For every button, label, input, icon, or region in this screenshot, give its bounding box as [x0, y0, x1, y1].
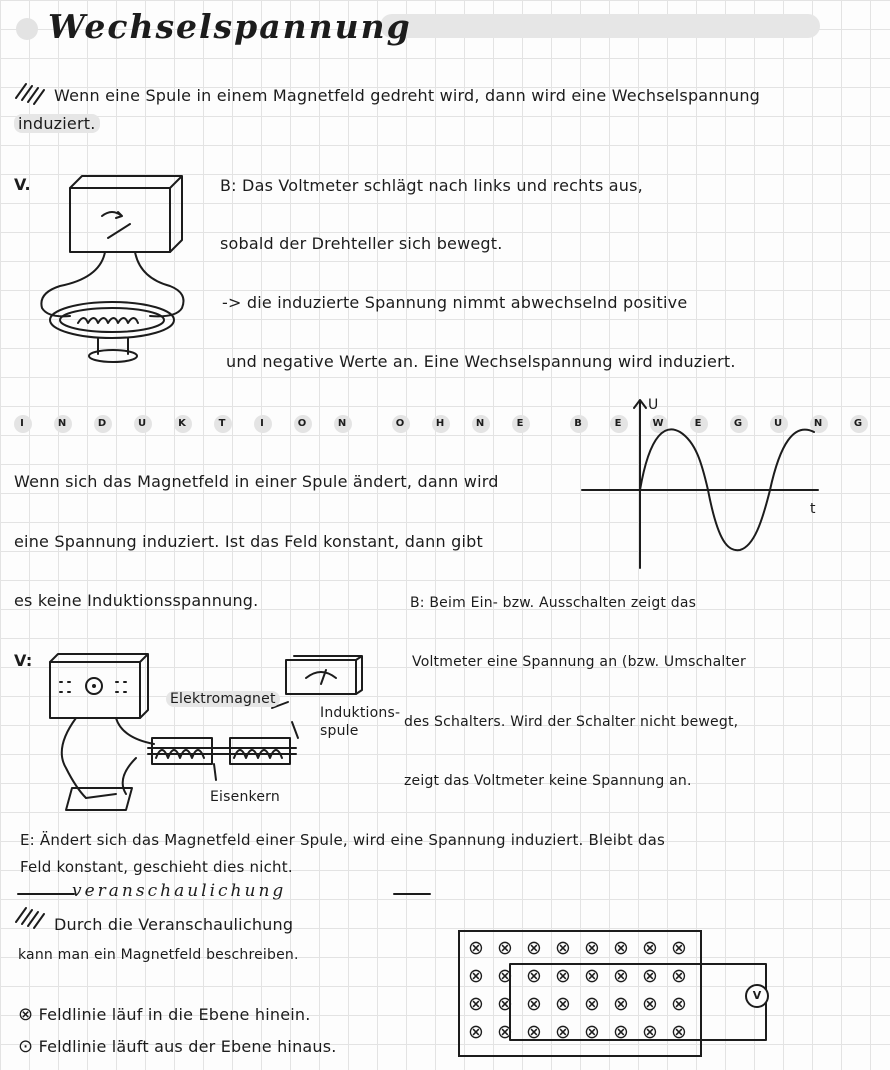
- title-dot-icon: [16, 18, 38, 40]
- field-into-symbol: ⊗: [555, 965, 571, 987]
- field-into-symbol: ⊗: [584, 937, 600, 959]
- legend-into-text: Feldlinie läuf in die Ebene hinein.: [38, 1005, 311, 1024]
- section2-line-3: es keine Induktionsspannung.: [14, 591, 259, 610]
- heading-letter: O: [392, 415, 410, 433]
- heading-letter: N: [472, 415, 490, 433]
- graph-x-label: t: [810, 501, 816, 517]
- field-into-symbol: ⊗: [613, 965, 629, 987]
- heading-letter: E: [512, 415, 530, 433]
- field-into-symbol: ⊗: [497, 1021, 513, 1043]
- field-into-symbol: ⊗: [497, 965, 513, 987]
- field-symbols: [458, 930, 778, 1058]
- exp1-b-line-4: und negative Werte an. Eine Wechselspannung wird induziert.: [226, 352, 736, 371]
- exp1-b-line-2: sobald der Drehteller sich bewegt.: [220, 234, 503, 253]
- heading-letter: T: [214, 415, 232, 433]
- field-into-symbol: ⊗: [642, 993, 658, 1015]
- field-into-symbol: ⊗: [555, 993, 571, 1015]
- heading-letter: G: [730, 415, 748, 433]
- exp2-b-line-4: zeigt das Voltmeter keine Spannung an.: [404, 773, 692, 789]
- heading-letter: U: [770, 415, 788, 433]
- heading-letter: B: [570, 415, 588, 433]
- heading-letter: N: [810, 415, 828, 433]
- heading-letter: I: [14, 415, 32, 433]
- exp2-b-line-2: Voltmeter eine Spannung an (bzw. Umschalter: [412, 654, 746, 670]
- exp2-b-line-3: des Schalters. Wird der Schalter nicht bewegt,: [404, 714, 739, 730]
- field-into-symbol: ⊗: [555, 1021, 571, 1043]
- label-induktionsspule-1: Induktions-: [320, 705, 401, 721]
- heading-letter: N: [54, 415, 72, 433]
- section2-line-1: Wenn sich das Magnetfeld in einer Spule ändert, dann wird: [14, 472, 499, 491]
- intro-line-1: Wenn eine Spule in einem Magnetfeld gedreht wird, dann wird eine Wechselspannung: [54, 86, 761, 105]
- field-into-symbol: ⊗: [671, 993, 687, 1015]
- exp1-label: V.: [14, 175, 31, 194]
- field-into-symbol: ⊗: [584, 965, 600, 987]
- label-elektromagnet: Elektromagnet: [166, 688, 280, 710]
- heading-letter: N: [334, 415, 352, 433]
- field-into-symbol: ⊗: [613, 937, 629, 959]
- exp2-b-line-1: B: Beim Ein- bzw. Ausschalten zeigt das: [410, 595, 697, 611]
- heading-letter: I: [254, 415, 272, 433]
- legend-into-row: [18, 1004, 311, 1026]
- field-into-symbol: ⊗: [468, 993, 484, 1015]
- conclusion-line-2: Feld konstant, geschieht dies nicht.: [20, 858, 293, 876]
- generator-drawing: [30, 168, 200, 373]
- title-highlight-bar: [380, 14, 820, 38]
- field-into-symbol: ⊗: [584, 993, 600, 1015]
- field-into-symbol: ⊗: [526, 1021, 542, 1043]
- graph-y-label: U: [648, 397, 659, 413]
- section3-line-2: kann man ein Magnetfeld beschreiben.: [18, 947, 299, 963]
- heading-letter: W: [650, 415, 668, 433]
- ac-voltage-graph: [578, 392, 824, 572]
- heading-letter: E: [690, 415, 708, 433]
- legend-out-text: Feldlinie läuft aus der Ebene hinaus.: [38, 1037, 337, 1056]
- field-into-symbol: ⊗: [671, 965, 687, 987]
- field-into-symbol: ⊗: [526, 937, 542, 959]
- voltmeter-icon: [745, 984, 769, 1008]
- field-into-symbol: ⊗: [642, 1021, 658, 1043]
- field-into-symbol: ⊗: [671, 1021, 687, 1043]
- field-into-icon: ⊗: [18, 1004, 34, 1025]
- field-into-symbol: ⊗: [671, 937, 687, 959]
- field-into-symbol: ⊗: [468, 1021, 484, 1043]
- hatch-marker-icon: [12, 80, 48, 106]
- field-into-symbol: ⊗: [526, 993, 542, 1015]
- field-into-symbol: ⊗: [468, 937, 484, 959]
- field-into-symbol: ⊗: [526, 965, 542, 987]
- section2-line-2: eine Spannung induziert. Ist das Feld konstant, dann gibt: [14, 532, 483, 551]
- label-eisenkern: Eisenkern: [210, 789, 280, 805]
- exp2-label: V:: [14, 651, 33, 670]
- heading-letter: O: [294, 415, 312, 433]
- heading-letter: K: [174, 415, 192, 433]
- field-into-symbol: ⊗: [468, 965, 484, 987]
- field-into-symbol: ⊗: [613, 993, 629, 1015]
- field-out-icon: ⊙: [18, 1036, 34, 1057]
- heading-letter: E: [610, 415, 628, 433]
- field-into-symbol: ⊗: [497, 993, 513, 1015]
- section3-heading: veranschaulichung: [72, 881, 287, 901]
- exp1-b-line-1: B: Das Voltmeter schlägt nach links und rechts aus,: [220, 176, 643, 195]
- heading-letter: D: [94, 415, 112, 433]
- exp1-b-line-3: -> die induzierte Spannung nimmt abwechselnd positive: [222, 293, 688, 312]
- heading-letter: U: [134, 415, 152, 433]
- voltmeter-symbol: V: [752, 989, 762, 1002]
- field-into-symbol: ⊗: [613, 1021, 629, 1043]
- field-into-symbol: ⊗: [584, 1021, 600, 1043]
- section3-line-1: Durch die Veranschaulichung: [54, 915, 294, 934]
- field-into-symbol: ⊗: [642, 937, 658, 959]
- hatch-marker-icon-2: [12, 904, 48, 930]
- heading-letter: H: [432, 415, 450, 433]
- legend-out-row: [18, 1036, 337, 1058]
- label-induktionsspule-2: spule: [320, 723, 359, 739]
- conclusion-line-1: E: Ändert sich das Magnetfeld einer Spule, wird eine Spannung induziert. Bleibt das: [20, 831, 666, 849]
- page-title: Wechselspannung: [48, 7, 412, 46]
- field-into-symbol: ⊗: [497, 937, 513, 959]
- field-into-symbol: ⊗: [642, 965, 658, 987]
- heading-letter: G: [850, 415, 868, 433]
- field-into-symbol: ⊗: [555, 937, 571, 959]
- intro-line-2: induziert.: [14, 113, 100, 135]
